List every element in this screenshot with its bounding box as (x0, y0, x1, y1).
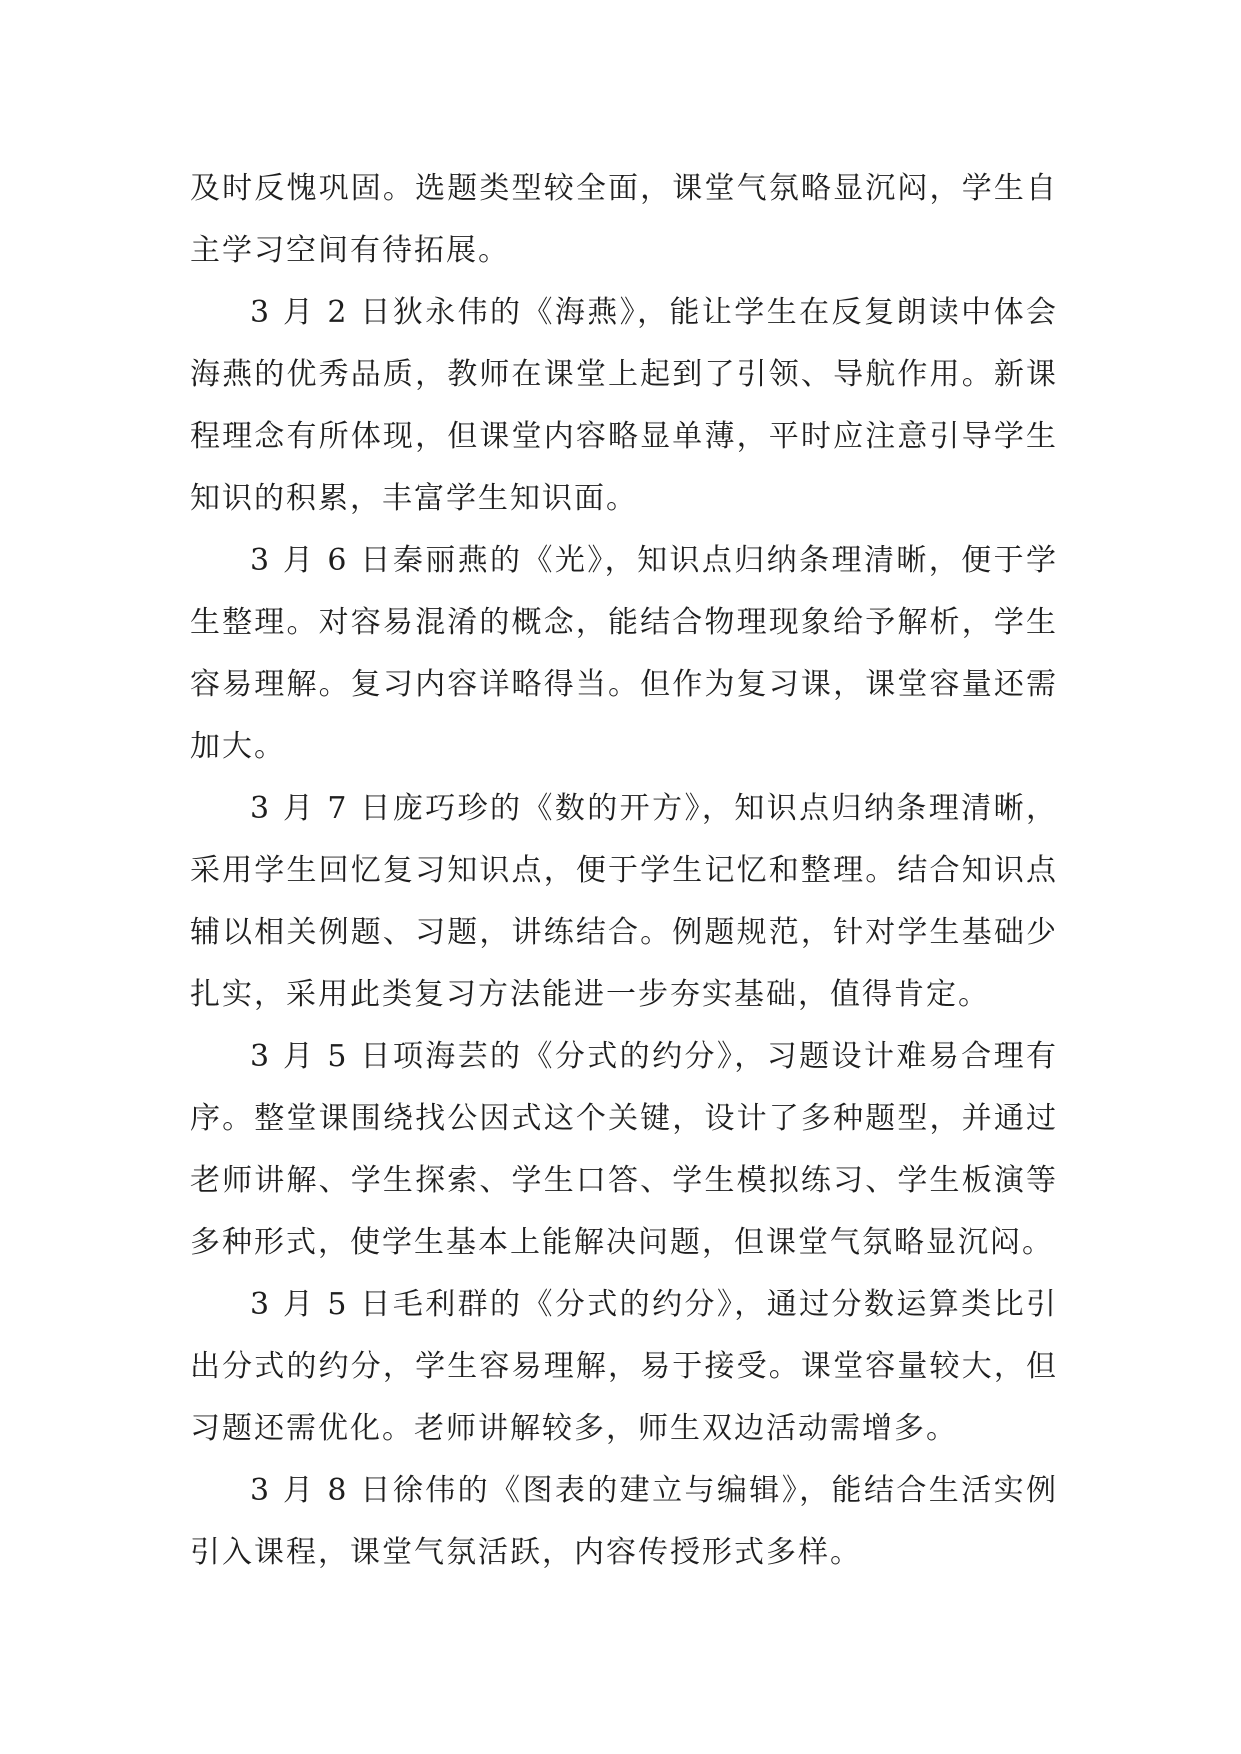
paragraph-shu-de-kaifang: 3 月 7 日庞巧珍的《数的开方》，知识点归纳条理清晰，采用学生回忆复习知识点，便于学生记忆和整理。结合知识点辅以相关例题、习题，讲练结合。例题规范，针对学生基础少扎实，采用此类复习方法能进一步夯实基础，值得肯定。 (190, 791, 1058, 1012)
paragraph-haiyan: 3 月 2 日狄永伟的《海燕》，能让学生在反复朗读中体会海燕的优秀品质，教师在课堂上起到了引领、导航作用。新课程理念有所体现，但课堂内容略显单薄，平时应注意引导学生知识的积累，丰富学生知识面。 (190, 295, 1058, 516)
paragraph-fenshi-mao: 3 月 5 日毛利群的《分式的约分》，通过分数运算类比引出分式的约分，学生容易理解，易于接受。课堂容量较大，但习题还需优化。老师讲解较多，师生双边活动需增多。 (190, 1287, 1058, 1446)
paragraph-fenshi-xiang: 3 月 5 日项海芸的《分式的约分》，习题设计难易合理有序。整堂课围绕找公因式这个关键，设计了多种题型，并通过老师讲解、学生探索、学生口答、学生模拟练习、学生板演等多种形式，使学生基本上能解决问题，但课堂气氛略显沉闷。 (190, 1039, 1058, 1260)
paragraph-tubiao: 3 月 8 日徐伟的《图表的建立与编辑》，能结合生活实例引入课程，课堂气氛活跃，内容传授形式多样。 (190, 1473, 1058, 1570)
paragraph-guang: 3 月 6 日秦丽燕的《光》，知识点归纳条理清晰，便于学生整理。对容易混淆的概念，能结合物理现象给予解析，学生容易理解。复习内容详略得当。但作为复习课，课堂容量还需加大。 (190, 543, 1058, 764)
paragraph-continuation: 及时反愧巩固。选题类型较全面，课堂气氛略显沉闷，学生自主学习空间有待拓展。 (190, 171, 1058, 268)
document-body (190, 158, 1058, 1584)
